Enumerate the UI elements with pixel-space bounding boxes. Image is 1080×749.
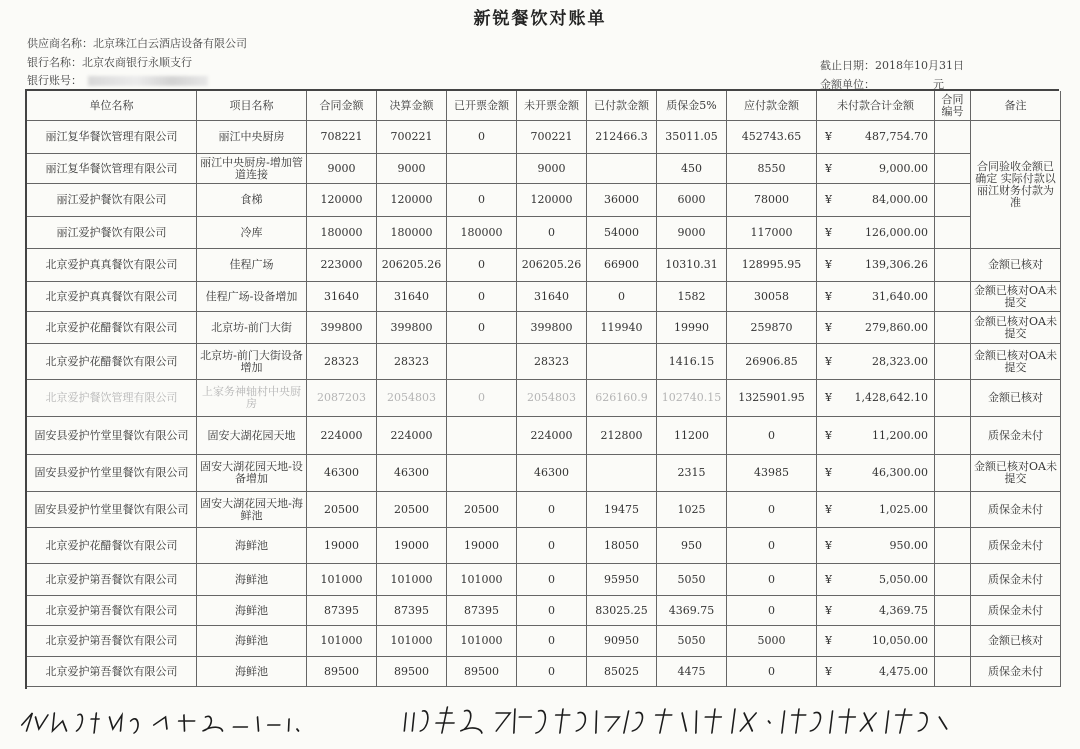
header-paid-amount: 已付款金额 xyxy=(587,91,657,121)
header-warranty-amount: 质保金5% xyxy=(657,91,727,121)
handwritten-signature-left xyxy=(14,707,311,741)
table-cell-paid-amount: 95950 xyxy=(587,564,657,596)
table-cell-note: 质保金未付 xyxy=(971,564,1061,596)
table-cell-unpaid-total xyxy=(817,417,935,455)
table-cell-payable-amount: 5000 xyxy=(727,626,817,657)
table-cell-contract-number xyxy=(935,184,971,217)
table-cell-paid-amount: 85025 xyxy=(587,657,657,687)
table-cell-unpaid-total xyxy=(817,154,935,184)
table-cell-invoiced-amount: 0 xyxy=(447,312,517,344)
table-cell-payable-amount: 0 xyxy=(727,596,817,626)
table-cell-uninvoiced-amount: 0 xyxy=(517,564,587,596)
table-cell-invoiced-amount: 0 xyxy=(447,184,517,217)
unpaid-amount-value: 279,860.00 xyxy=(865,320,928,334)
table-cell-unpaid-total xyxy=(817,282,935,312)
unpaid-amount-value: 11,200.00 xyxy=(872,428,928,442)
unpaid-amount-value: 950.00 xyxy=(889,538,928,552)
table-cell-contract-amount: 87395 xyxy=(307,596,377,626)
table-cell-unit-name: 北京爱护真真餐饮有限公司 xyxy=(27,282,197,312)
table-cell-unit-name: 丽江爱护餐饮有限公司 xyxy=(27,217,197,249)
redacted-account-number xyxy=(88,76,208,86)
table-cell-invoiced-amount xyxy=(447,417,517,455)
table-cell-contract-number xyxy=(935,121,971,154)
table-cell-invoiced-amount: 101000 xyxy=(447,564,517,596)
table-cell-payable-amount: 78000 xyxy=(727,184,817,217)
table-cell-contract-number xyxy=(935,312,971,344)
table-cell-uninvoiced-amount: 0 xyxy=(517,217,587,249)
table-cell-unpaid-total xyxy=(817,184,935,217)
header-final-amount: 决算金额 xyxy=(377,91,447,121)
table-cell-invoiced-amount: 89500 xyxy=(447,657,517,687)
table-cell-warranty-amount: 4475 xyxy=(657,657,727,687)
table-cell-note: 金额已核对OA未提交 xyxy=(971,312,1061,344)
table-cell-note: 金额已核对 xyxy=(971,380,1061,417)
table-cell-contract-number xyxy=(935,492,971,528)
table-cell-paid-amount xyxy=(587,344,657,380)
table-cell-uninvoiced-amount: 224000 xyxy=(517,417,587,455)
table-cell-contract-amount: 20500 xyxy=(307,492,377,528)
table-cell-unit-name: 固安县爱护竹堂里餐饮有限公司 xyxy=(27,417,197,455)
table-cell-project-name: 食梯 xyxy=(197,184,307,217)
table-cell-final-amount: 206205.26 xyxy=(377,249,447,282)
table-cell-unpaid-total xyxy=(817,380,935,417)
currency-symbol: ¥ xyxy=(825,320,832,334)
currency-symbol: ¥ xyxy=(825,391,832,404)
table-cell-contract-amount: 89500 xyxy=(307,657,377,687)
table-cell-uninvoiced-amount: 399800 xyxy=(517,312,587,344)
table-cell-final-amount: 224000 xyxy=(377,417,447,455)
table-cell-payable-amount: 117000 xyxy=(727,217,817,249)
handwritten-signature-right xyxy=(394,703,963,743)
table-cell-warranty-amount: 1025 xyxy=(657,492,727,528)
table-cell-project-name: 冷库 xyxy=(197,217,307,249)
table-cell-uninvoiced-amount: 120000 xyxy=(517,184,587,217)
table-cell-project-name: 固安大湖花园天地-海鲜池 xyxy=(197,492,307,528)
table-cell-paid-amount: 212466.3 xyxy=(587,121,657,154)
table-cell-unit-name: 北京爱护花醋餐饮有限公司 xyxy=(27,344,197,380)
table-cell-uninvoiced-amount: 31640 xyxy=(517,282,587,312)
table-cell-contract-number xyxy=(935,249,971,282)
table-cell-contract-amount: 399800 xyxy=(307,312,377,344)
table-cell-warranty-amount: 450 xyxy=(657,154,727,184)
table-cell-paid-amount: 54000 xyxy=(587,217,657,249)
currency-symbol: ¥ xyxy=(825,354,832,368)
table-cell-contract-amount: 19000 xyxy=(307,528,377,564)
table-cell-project-name: 海鲜池 xyxy=(197,626,307,657)
table-cell-uninvoiced-amount: 9000 xyxy=(517,154,587,184)
table-cell-unit-name: 丽江爱护餐饮有限公司 xyxy=(27,184,197,217)
table-cell-warranty-amount: 10310.31 xyxy=(657,249,727,282)
table-cell-contract-number xyxy=(935,455,971,492)
table-cell-payable-amount: 0 xyxy=(727,564,817,596)
table-cell-unit-name: 丽江复华餐饮管理有限公司 xyxy=(27,154,197,184)
table-cell-note: 金额已核对OA未提交 xyxy=(971,455,1061,492)
table-cell-contract-amount: 101000 xyxy=(307,626,377,657)
table-cell-note: 金额已核对 xyxy=(971,626,1061,657)
table-cell-project-name: 海鲜池 xyxy=(197,564,307,596)
unpaid-amount-value: 139,306.26 xyxy=(865,258,928,271)
table-cell-unit-name: 北京爱护真真餐饮有限公司 xyxy=(27,249,197,282)
table-cell-unpaid-total xyxy=(817,344,935,380)
table-cell-uninvoiced-amount: 0 xyxy=(517,492,587,528)
table-cell-payable-amount: 8550 xyxy=(727,154,817,184)
table-cell-uninvoiced-amount: 0 xyxy=(517,626,587,657)
table-cell-unpaid-total xyxy=(817,657,935,687)
cutoff-date: 截止日期：2018年10月31日 xyxy=(820,59,964,72)
table-cell-contract-amount: 46300 xyxy=(307,455,377,492)
table-cell-contract-number xyxy=(935,380,971,417)
table-cell-payable-amount: 30058 xyxy=(727,282,817,312)
table-cell-final-amount: 87395 xyxy=(377,596,447,626)
table-cell-unit-name: 固安县爱护竹堂里餐饮有限公司 xyxy=(27,455,197,492)
table-cell-uninvoiced-amount: 206205.26 xyxy=(517,249,587,282)
unpaid-amount-value: 84,000.00 xyxy=(872,193,928,206)
table-cell-contract-amount: 2087203 xyxy=(307,380,377,417)
table-cell-unit-name: 丽江复华餐饮管理有限公司 xyxy=(27,121,197,154)
table-cell-final-amount: 20500 xyxy=(377,492,447,528)
table-cell-contract-number xyxy=(935,564,971,596)
table-cell-unpaid-total xyxy=(817,312,935,344)
table-cell-unpaid-total xyxy=(817,455,935,492)
table-cell-note: 质保金未付 xyxy=(971,596,1061,626)
table-cell-invoiced-amount xyxy=(447,455,517,492)
table-cell-contract-amount: 224000 xyxy=(307,417,377,455)
table-cell-payable-amount: 259870 xyxy=(727,312,817,344)
table-cell-paid-amount: 0 xyxy=(587,282,657,312)
unpaid-amount-value: 1,025.00 xyxy=(879,502,928,516)
table-cell-final-amount: 19000 xyxy=(377,528,447,564)
table-cell-note: 金额已核对OA未提交 xyxy=(971,282,1061,312)
unpaid-amount-value: 28,323.00 xyxy=(872,354,928,368)
table-cell-unpaid-total xyxy=(817,626,935,657)
table-cell-contract-amount: 120000 xyxy=(307,184,377,217)
table-cell-payable-amount: 0 xyxy=(727,417,817,455)
table-cell-paid-amount: 19475 xyxy=(587,492,657,528)
table-cell-unit-name: 北京爱护第吾餐饮有限公司 xyxy=(27,564,197,596)
bank-name: 银行名称：北京农商银行永顺支行 xyxy=(27,56,192,69)
table-cell-invoiced-amount xyxy=(447,154,517,184)
table-cell-invoiced-amount: 180000 xyxy=(447,217,517,249)
table-cell-contract-amount: 180000 xyxy=(307,217,377,249)
table-cell-contract-number xyxy=(935,657,971,687)
table-cell-warranty-amount: 19990 xyxy=(657,312,727,344)
unpaid-amount-value: 1,428,642.10 xyxy=(854,391,928,404)
table-cell-note: 合同验收金额已确定 实际付款以丽江财务付款为准 xyxy=(971,121,1061,249)
header-contract-amount: 合同金额 xyxy=(307,91,377,121)
table-cell-warranty-amount: 4369.75 xyxy=(657,596,727,626)
table-cell-invoiced-amount: 19000 xyxy=(447,528,517,564)
table-cell-note: 质保金未付 xyxy=(971,657,1061,687)
table-cell-project-name: 固安大湖花园天地 xyxy=(197,417,307,455)
unpaid-amount-value: 9,000.00 xyxy=(879,161,928,175)
table-cell-payable-amount: 0 xyxy=(727,528,817,564)
table-cell-payable-amount: 128995.95 xyxy=(727,249,817,282)
bank-account-label: 银行账号： xyxy=(27,74,82,87)
document-title: 新锐餐饮对账单 xyxy=(473,9,607,29)
table-cell-invoiced-amount: 87395 xyxy=(447,596,517,626)
table-cell-final-amount: 700221 xyxy=(377,121,447,154)
table-cell-project-name: 海鲜池 xyxy=(197,596,307,626)
table-cell-payable-amount: 0 xyxy=(727,657,817,687)
table-cell-invoiced-amount: 20500 xyxy=(447,492,517,528)
table-cell-unpaid-total xyxy=(817,528,935,564)
unpaid-amount-value: 31,640.00 xyxy=(872,289,928,303)
table-cell-paid-amount xyxy=(587,154,657,184)
table-cell-uninvoiced-amount: 28323 xyxy=(517,344,587,380)
table-cell-uninvoiced-amount: 0 xyxy=(517,657,587,687)
currency-symbol: ¥ xyxy=(825,289,832,303)
table-cell-unpaid-total xyxy=(817,249,935,282)
currency-symbol: ¥ xyxy=(825,634,832,647)
table-cell-final-amount: 31640 xyxy=(377,282,447,312)
table-cell-contract-amount: 28323 xyxy=(307,344,377,380)
table-cell-invoiced-amount: 0 xyxy=(447,282,517,312)
unpaid-amount-value: 487,754.70 xyxy=(865,130,928,143)
table-cell-contract-number xyxy=(935,344,971,380)
table-cell-paid-amount: 212800 xyxy=(587,417,657,455)
table-cell-invoiced-amount: 0 xyxy=(447,249,517,282)
header-payable-amount: 应付款金额 xyxy=(727,91,817,121)
table-cell-contract-number xyxy=(935,528,971,564)
header-unpaid-total: 未付款合计金额 xyxy=(817,91,935,121)
currency-symbol: ¥ xyxy=(825,538,832,552)
currency-symbol: ¥ xyxy=(825,428,832,442)
unpaid-amount-value: 4,369.75 xyxy=(879,603,928,617)
table-cell-note: 质保金未付 xyxy=(971,417,1061,455)
amount-unit-label: 金额单位： xyxy=(820,78,875,91)
table-cell-project-name: 北京坊-前门大街 xyxy=(197,312,307,344)
currency-symbol: ¥ xyxy=(825,161,832,175)
unpaid-amount-value: 4,475.00 xyxy=(879,664,928,678)
table-cell-invoiced-amount: 101000 xyxy=(447,626,517,657)
header-unit-name: 单位名称 xyxy=(27,91,197,121)
table-cell-contract-amount: 223000 xyxy=(307,249,377,282)
table-cell-paid-amount: 83025.25 xyxy=(587,596,657,626)
table-cell-paid-amount: 119940 xyxy=(587,312,657,344)
header-note: 备注 xyxy=(971,91,1061,121)
currency-symbol: ¥ xyxy=(825,193,832,206)
table-cell-final-amount: 28323 xyxy=(377,344,447,380)
table-cell-paid-amount: 66900 xyxy=(587,249,657,282)
table-cell-payable-amount: 0 xyxy=(727,492,817,528)
unpaid-amount-value: 46,300.00 xyxy=(872,466,928,479)
table-cell-unpaid-total xyxy=(817,492,935,528)
table-cell-payable-amount: 26906.85 xyxy=(727,344,817,380)
table-cell-final-amount: 180000 xyxy=(377,217,447,249)
table-cell-note: 质保金未付 xyxy=(971,492,1061,528)
table-cell-contract-number xyxy=(935,626,971,657)
table-cell-final-amount: 399800 xyxy=(377,312,447,344)
unpaid-amount-value: 5,050.00 xyxy=(879,572,928,586)
table-cell-warranty-amount: 1582 xyxy=(657,282,727,312)
table-cell-warranty-amount: 5050 xyxy=(657,626,727,657)
table-cell-paid-amount: 626160.9 xyxy=(587,380,657,417)
table-cell-payable-amount: 1325901.95 xyxy=(727,380,817,417)
table-cell-uninvoiced-amount: 2054803 xyxy=(517,380,587,417)
table-cell-contract-amount: 101000 xyxy=(307,564,377,596)
table-cell-final-amount: 89500 xyxy=(377,657,447,687)
unpaid-amount-value: 10,050.00 xyxy=(872,634,928,647)
table-cell-warranty-amount: 35011.05 xyxy=(657,121,727,154)
table-cell-warranty-amount: 950 xyxy=(657,528,727,564)
table-cell-warranty-amount: 2315 xyxy=(657,455,727,492)
header-contract-number: 合同编号 xyxy=(935,91,971,121)
table-cell-unit-name: 北京爱护第吾餐饮有限公司 xyxy=(27,657,197,687)
table-cell-project-name: 海鲜池 xyxy=(197,657,307,687)
table-cell-unpaid-total xyxy=(817,217,935,249)
table-cell-invoiced-amount: 0 xyxy=(447,380,517,417)
table-cell-contract-number xyxy=(935,217,971,249)
table-cell-project-name: 丽江中央厨房 xyxy=(197,121,307,154)
table-cell-unit-name: 北京爱护花醋餐饮有限公司 xyxy=(27,312,197,344)
table-cell-final-amount: 46300 xyxy=(377,455,447,492)
table-cell-final-amount: 120000 xyxy=(377,184,447,217)
table-cell-unit-name: 北京爱护第吾餐饮有限公司 xyxy=(27,596,197,626)
table-cell-note: 金额已核对OA未提交 xyxy=(971,344,1061,380)
table-cell-paid-amount: 90950 xyxy=(587,626,657,657)
table-cell-warranty-amount: 1416.15 xyxy=(657,344,727,380)
currency-symbol: ¥ xyxy=(825,258,832,271)
table-cell-paid-amount: 18050 xyxy=(587,528,657,564)
table-cell-project-name: 丽江中央厨房-增加管道连接 xyxy=(197,154,307,184)
table-cell-note: 金额已核对 xyxy=(971,249,1061,282)
table-cell-unit-name: 北京爱护餐饮管理有限公司 xyxy=(27,380,197,417)
table-cell-project-name: 佳程广场-设备增加 xyxy=(197,282,307,312)
header-invoiced-amount: 已开票金额 xyxy=(447,91,517,121)
table-cell-invoiced-amount xyxy=(447,344,517,380)
table-cell-final-amount: 2054803 xyxy=(377,380,447,417)
table-cell-uninvoiced-amount: 700221 xyxy=(517,121,587,154)
table-cell-unpaid-total xyxy=(817,596,935,626)
table-cell-project-name: 佳程广场 xyxy=(197,249,307,282)
table-cell-warranty-amount: 9000 xyxy=(657,217,727,249)
table-cell-paid-amount: 36000 xyxy=(587,184,657,217)
table-cell-warranty-amount: 5050 xyxy=(657,564,727,596)
table-cell-contract-amount: 31640 xyxy=(307,282,377,312)
header-project-name: 项目名称 xyxy=(197,91,307,121)
statement-table xyxy=(25,89,1059,689)
bank-account xyxy=(27,72,208,88)
supplier-name: 供应商名称：北京珠江白云酒店设备有限公司 xyxy=(27,37,247,50)
currency-symbol: ¥ xyxy=(825,603,832,617)
table-cell-final-amount: 101000 xyxy=(377,626,447,657)
table-cell-contract-number xyxy=(935,417,971,455)
table-cell-warranty-amount: 6000 xyxy=(657,184,727,217)
table-cell-uninvoiced-amount: 46300 xyxy=(517,455,587,492)
table-cell-paid-amount xyxy=(587,455,657,492)
table-cell-contract-amount: 9000 xyxy=(307,154,377,184)
table-cell-project-name: 北京坊-前门大街设备增加 xyxy=(197,344,307,380)
table-cell-unit-name: 北京爱护花醋餐饮有限公司 xyxy=(27,528,197,564)
currency-symbol: ¥ xyxy=(825,664,832,678)
table-cell-uninvoiced-amount: 0 xyxy=(517,528,587,564)
table-cell-contract-number xyxy=(935,154,971,184)
table-cell-project-name: 固安大湖花园天地-设备增加 xyxy=(197,455,307,492)
currency-symbol: ¥ xyxy=(825,130,832,143)
table-cell-final-amount: 9000 xyxy=(377,154,447,184)
currency-symbol: ¥ xyxy=(825,225,832,239)
amount-unit-value: 元 xyxy=(933,78,944,91)
table-cell-unpaid-total xyxy=(817,564,935,596)
table-cell-project-name: 海鲜池 xyxy=(197,528,307,564)
table-cell-final-amount: 101000 xyxy=(377,564,447,596)
table-cell-warranty-amount: 11200 xyxy=(657,417,727,455)
table-cell-payable-amount: 452743.65 xyxy=(727,121,817,154)
table-cell-unit-name: 北京爱护第吾餐饮有限公司 xyxy=(27,626,197,657)
table-cell-unit-name: 固安县爱护竹堂里餐饮有限公司 xyxy=(27,492,197,528)
currency-symbol: ¥ xyxy=(825,502,832,516)
table-cell-note: 质保金未付 xyxy=(971,528,1061,564)
header-uninvoiced-amount: 未开票金额 xyxy=(517,91,587,121)
table-cell-payable-amount: 43985 xyxy=(727,455,817,492)
table-cell-invoiced-amount: 0 xyxy=(447,121,517,154)
table-cell-contract-number xyxy=(935,596,971,626)
table-cell-contract-amount: 708221 xyxy=(307,121,377,154)
table-cell-unpaid-total xyxy=(817,121,935,154)
table-cell-project-name: 上家务神轴村中央厨房 xyxy=(197,380,307,417)
currency-symbol: ¥ xyxy=(825,572,832,586)
unpaid-amount-value: 126,000.00 xyxy=(865,225,928,239)
table-cell-contract-number xyxy=(935,282,971,312)
table-cell-warranty-amount: 102740.15 xyxy=(657,380,727,417)
currency-symbol: ¥ xyxy=(825,466,832,479)
table-cell-uninvoiced-amount: 0 xyxy=(517,596,587,626)
